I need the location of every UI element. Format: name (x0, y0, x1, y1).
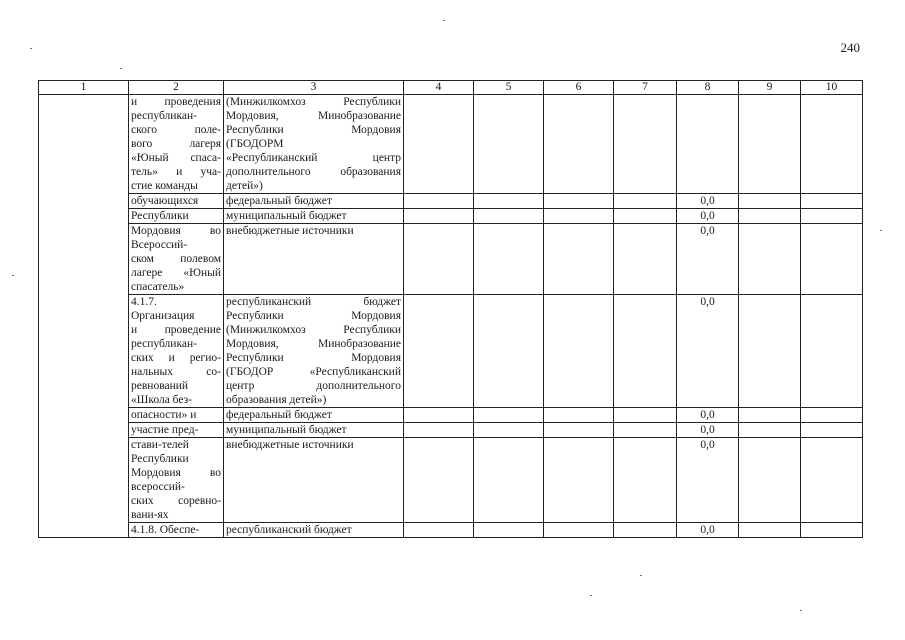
funding-source-text: Мордовия, Минобразование (226, 110, 401, 122)
source-cell (224, 209, 404, 224)
header-cell: 3 (224, 81, 404, 95)
value-cell-col8: 0,0 (677, 408, 739, 423)
value-cell-col5 (474, 408, 544, 423)
table-row (39, 209, 863, 224)
activity-text: 4.1.7. (131, 296, 157, 308)
value-cell-col8: 0,0 (677, 209, 739, 224)
activity-text: и проведение (131, 324, 221, 336)
funding-source-text: центр дополнительного (226, 380, 401, 392)
activity-text: 4.1.8. Обеспе- (131, 524, 200, 536)
value-cell-col8: 0,0 (677, 194, 739, 209)
activity-text: Мордовия во (131, 467, 221, 479)
value-cell-col10 (801, 295, 863, 408)
value-cell-col4 (404, 423, 474, 438)
activity-cell (129, 438, 224, 523)
activity-text: спасатель» (131, 281, 185, 293)
col1-cell (39, 95, 129, 538)
funding-source-text: Республики Мордовия (226, 124, 401, 136)
scan-speck (120, 68, 122, 69)
header-cell: 6 (544, 81, 614, 95)
value-cell-col9 (739, 408, 801, 423)
activity-text: ского поле- (131, 124, 221, 136)
activity-text: Организация (131, 310, 195, 322)
value-cell-col9 (739, 423, 801, 438)
value-cell-col5 (474, 95, 544, 194)
value-cell-col6 (544, 95, 614, 194)
value-cell-col7 (614, 408, 677, 423)
activity-cell (129, 194, 224, 209)
funding-source-text: муниципальный бюджет (226, 424, 347, 436)
value-cell-col9 (739, 295, 801, 408)
source-cell (224, 224, 404, 295)
activity-text: и проведения (131, 96, 221, 108)
value-cell-col5 (474, 438, 544, 523)
source-cell (224, 523, 404, 538)
table-row (39, 423, 863, 438)
value-cell-col10 (801, 224, 863, 295)
activity-text: Всероссий- (131, 239, 188, 251)
value-cell-col4 (404, 194, 474, 209)
table-row (39, 408, 863, 423)
activity-text: республикан- (131, 110, 197, 122)
value-cell-col9 (739, 95, 801, 194)
value-cell-col4 (404, 438, 474, 523)
header-cell: 7 (614, 81, 677, 95)
value-cell-col9 (739, 224, 801, 295)
activity-text: «Юный спаса- (131, 152, 221, 164)
value-cell-col6 (544, 423, 614, 438)
activity-text: Республики (131, 210, 189, 222)
activity-cell (129, 209, 224, 224)
value-cell-col7 (614, 523, 677, 538)
funding-source-text: дополнительного образования (226, 166, 401, 178)
funding-source-text: (ГБОДОР «Республиканский (226, 366, 401, 378)
table-row (39, 194, 863, 209)
activity-text: «Школа без- (131, 394, 192, 406)
funding-source-text: муниципальный бюджет (226, 210, 347, 222)
table-row (39, 295, 863, 408)
funding-source-text: внебюджетные источники (226, 225, 354, 237)
activity-text: вого лагеря (131, 138, 221, 150)
funding-source-text: Республики Мордовия (226, 352, 401, 364)
activity-text: обучающихся (131, 195, 199, 207)
activity-text: ском полевом (131, 253, 221, 265)
source-cell (224, 194, 404, 209)
activity-text: ских и регио- (131, 352, 221, 364)
funding-source-text: Мордовия, Минобразование (226, 338, 401, 350)
value-cell-col6 (544, 408, 614, 423)
value-cell-col7 (614, 423, 677, 438)
activity-text: стави-телей (131, 439, 189, 451)
value-cell-col4 (404, 408, 474, 423)
funding-source-text: детей») (226, 180, 263, 192)
value-cell-col8: 0,0 (677, 224, 739, 295)
header-cell: 10 (801, 81, 863, 95)
funding-source-text: (Минжилкомхоз Республики (226, 96, 401, 108)
value-cell-col5 (474, 423, 544, 438)
activity-text: участие пред- (131, 424, 199, 436)
value-cell-col10 (801, 523, 863, 538)
activity-text: вани-ях (131, 509, 169, 521)
activity-text: стие команды (131, 180, 198, 192)
value-cell-col8: 0,0 (677, 438, 739, 523)
source-cell (224, 295, 404, 408)
scan-speck (590, 595, 592, 596)
value-cell-col10 (801, 95, 863, 194)
scan-speck (880, 230, 882, 231)
value-cell-col7 (614, 209, 677, 224)
funding-source-text: (ГБОДОРМ (226, 138, 284, 150)
value-cell-col4 (404, 95, 474, 194)
funding-source-text: (Минжилкомхоз Республики (226, 324, 401, 336)
funding-source-text: федеральный бюджет (226, 409, 332, 421)
activity-text: нальных со- (131, 366, 221, 378)
value-cell-col5 (474, 295, 544, 408)
value-cell-col4 (404, 209, 474, 224)
value-cell-col5 (474, 224, 544, 295)
activity-text: лагере «Юный (131, 267, 221, 279)
value-cell-col8: 0,0 (677, 295, 739, 408)
value-cell-col6 (544, 438, 614, 523)
activity-cell (129, 224, 224, 295)
page-number: 240 (840, 40, 860, 55)
funding-source-text: республиканский бюджет (226, 524, 352, 536)
funding-source-text: Республики Мордовия (226, 310, 401, 322)
value-cell-col9 (739, 209, 801, 224)
activity-text: Республики (131, 453, 189, 465)
header-cell: 8 (677, 81, 739, 95)
activity-cell (129, 295, 224, 408)
scan-speck (800, 610, 802, 611)
value-cell-col4 (404, 224, 474, 295)
source-cell (224, 95, 404, 194)
value-cell-col10 (801, 423, 863, 438)
value-cell-col6 (544, 523, 614, 538)
value-cell-col9 (739, 523, 801, 538)
value-cell-col6 (544, 209, 614, 224)
value-cell-col5 (474, 194, 544, 209)
funding-source-text: республиканский бюджет (226, 296, 401, 308)
activity-text: всероссий- (131, 481, 185, 493)
header-cell: 5 (474, 81, 544, 95)
activity-cell (129, 523, 224, 538)
funding-source-text: образования детей») (226, 394, 327, 406)
value-cell-col6 (544, 295, 614, 408)
value-cell-col5 (474, 523, 544, 538)
source-cell (224, 408, 404, 423)
value-cell-col8: 0,0 (677, 523, 739, 538)
value-cell-col7 (614, 438, 677, 523)
funding-source-text: внебюджетные источники (226, 439, 354, 451)
header-cell: 4 (404, 81, 474, 95)
header-row (39, 81, 863, 95)
activity-text: Мордовия во (131, 225, 221, 237)
header-cell: 2 (129, 81, 224, 95)
activity-text: ревнований (131, 380, 189, 392)
scan-speck (30, 48, 32, 49)
value-cell-col7 (614, 95, 677, 194)
value-cell-col8: 0,0 (677, 423, 739, 438)
activity-text: республикан- (131, 338, 197, 350)
scan-speck (12, 275, 14, 276)
value-cell-col7 (614, 194, 677, 209)
source-cell (224, 423, 404, 438)
table-row (39, 523, 863, 538)
activity-cell (129, 423, 224, 438)
table-row (39, 95, 863, 194)
table-row (39, 224, 863, 295)
value-cell-col4 (404, 523, 474, 538)
activity-cell (129, 408, 224, 423)
activity-text: ских соревно- (131, 495, 221, 507)
value-cell-col9 (739, 194, 801, 209)
value-cell-col4 (404, 295, 474, 408)
funding-source-text: «Республиканский центр (226, 152, 401, 164)
header-cell: 9 (739, 81, 801, 95)
activity-cell (129, 95, 224, 194)
header-cell: 1 (39, 81, 129, 95)
value-cell-col6 (544, 224, 614, 295)
scan-speck (443, 20, 445, 21)
value-cell-col10 (801, 408, 863, 423)
value-cell-col10 (801, 209, 863, 224)
source-cell (224, 438, 404, 523)
activity-text: тель» и уча- (131, 166, 221, 178)
value-cell-col5 (474, 209, 544, 224)
scan-speck (640, 575, 642, 576)
value-cell-col8 (677, 95, 739, 194)
value-cell-col7 (614, 224, 677, 295)
value-cell-col10 (801, 194, 863, 209)
activity-text: опасности» и (131, 409, 197, 421)
table-row (39, 438, 863, 523)
value-cell-col7 (614, 295, 677, 408)
value-cell-col6 (544, 194, 614, 209)
value-cell-col9 (739, 438, 801, 523)
funding-source-text: федеральный бюджет (226, 195, 332, 207)
budget-table (38, 80, 863, 538)
value-cell-col10 (801, 438, 863, 523)
